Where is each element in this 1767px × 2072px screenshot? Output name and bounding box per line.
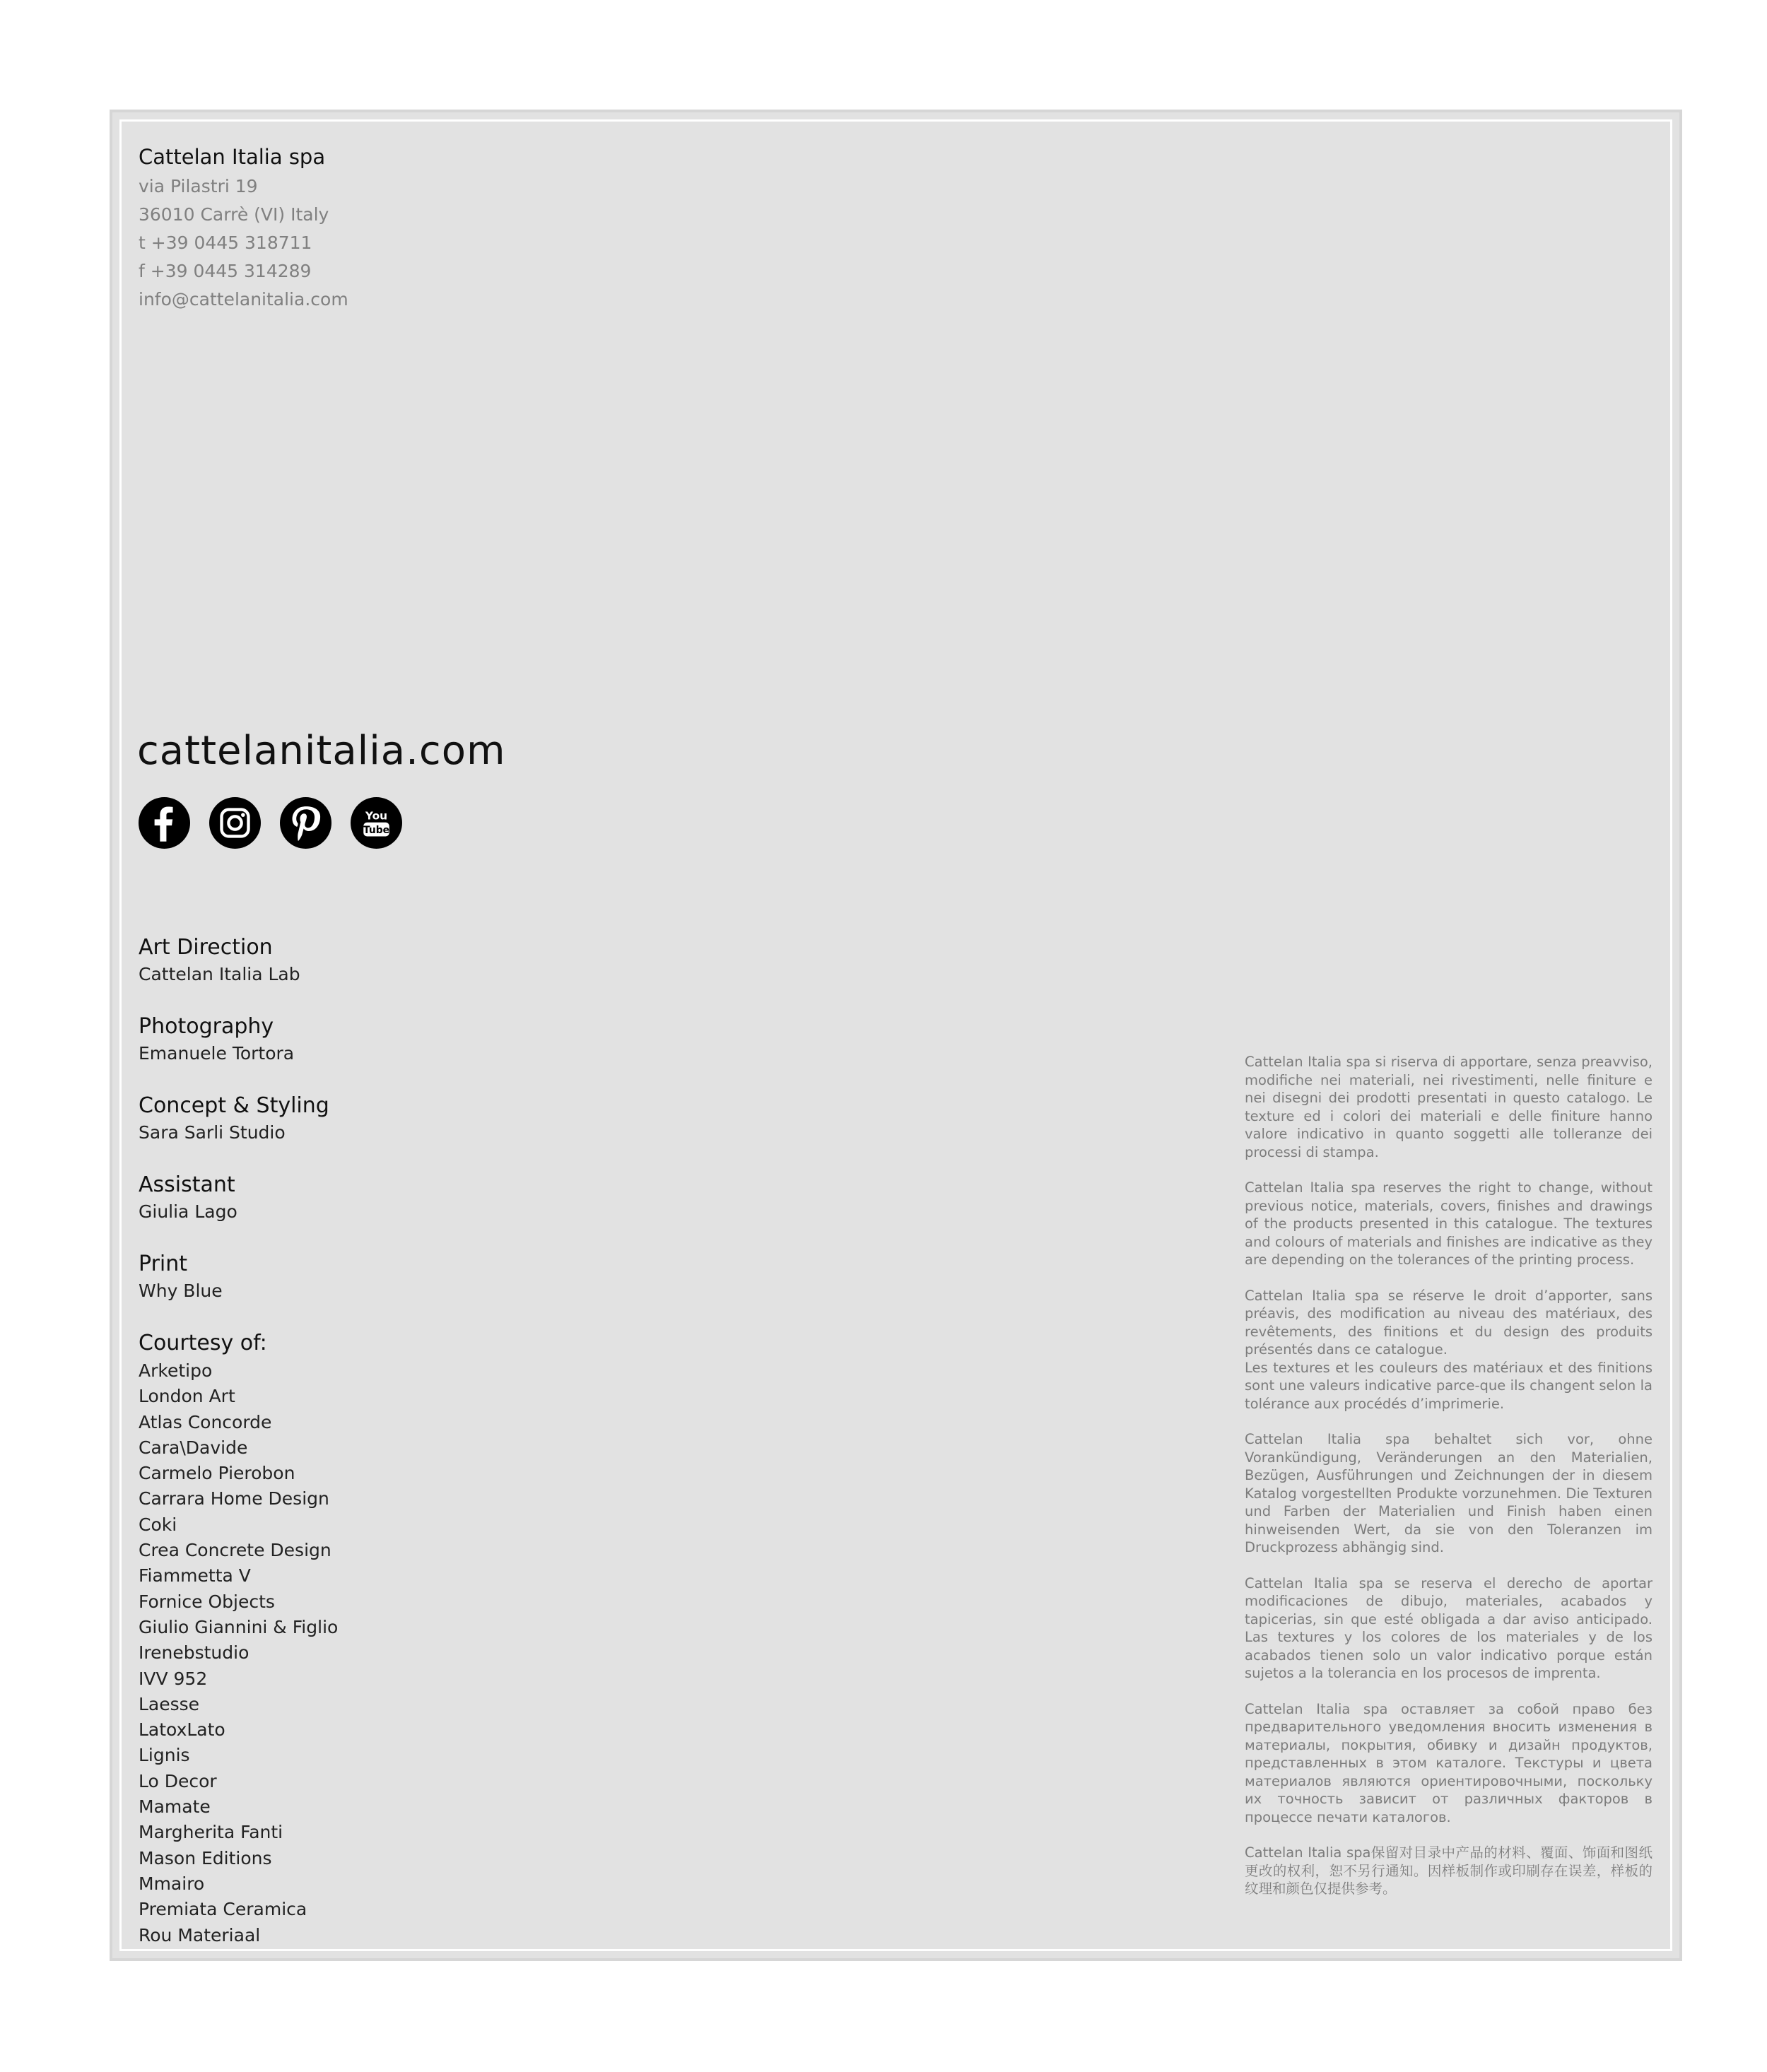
instagram-icon[interactable] [209, 797, 261, 849]
courtesy-item: Fornice Objects [139, 1591, 275, 1612]
courtesy-item: Atlas Concorde [139, 1411, 272, 1432]
credit-value: Emanuele Tortora [139, 1043, 295, 1064]
credit-heading: Assistant [139, 1172, 235, 1197]
social-links [139, 797, 402, 849]
courtesy-item: Carmelo Pierobon [139, 1463, 295, 1484]
credit-heading: Art Direction [139, 935, 273, 960]
courtesy-item: Lo Decor [139, 1770, 217, 1791]
courtesy-item: London Art [139, 1386, 235, 1407]
email-link[interactable]: info@cattelanitalia.com [139, 289, 348, 310]
courtesy-item: Margherita Fanti [139, 1822, 283, 1843]
credit-value: Giulia Lago [139, 1201, 237, 1222]
credit-value: Why Blue [139, 1281, 223, 1301]
courtesy-item: Giulio Giannini & Figlio [139, 1616, 339, 1637]
phone-number: t +39 0445 318711 [139, 232, 312, 253]
courtesy-heading: Courtesy of: [139, 1331, 267, 1355]
courtesy-item: Arketipo [139, 1360, 213, 1381]
disclaimer-paragraph: Cattelan Italia spa保留对目录中产品的材料、覆面、饰面和图纸更改的权利，恕不另行通知。因样板制作或印刷存在误差，样板的纹理和颜色仅提供参考。 [1245, 1844, 1652, 1897]
address-street: via Pilastri 19 [139, 176, 258, 196]
youtube-icon[interactable] [351, 797, 402, 849]
courtesy-item: Irenebstudio [139, 1642, 250, 1664]
credits-section [139, 934, 338, 1974]
disclaimer-paragraph: Cattelan Italia spa se réserve le droit d’apporter, sans préavis, des modification au niveau des matériaux, des revêtements, des finitions et du design des produits présentés dans ce catalogue. Les textures et les couleurs des matériaux et des finitions sont une valeurs indicative parce-que ils changent selon la tolérance aux procédés d’imprimerie. [1245, 1287, 1652, 1412]
disclaimer-paragraph: Cattelan Italia spa behaltet sich vor, ohne Vorankündigung, Veränderungen an den Materialien, Bezügen, Ausführungen und Zeichnungen der in diesem Katalog vorgestellten Produkte vorzunehmen. Die Texturen und Farben der Materialien und Finish haben einen hinweisenden Wert, da sie von den Toleranzen im Druckprozess abhängig sind. [1245, 1431, 1652, 1555]
courtesy-list [139, 1358, 338, 1948]
company-contact [139, 141, 348, 314]
disclaimer-paragraph: Cattelan Italia spa оставляет за собой право без предварительного уведомления вносить изменения в материалы, покрытия, обивку и дизайн продуктов, представленных в этом каталоге. Текстуры и цвета материалов являются ориентировочными, поскольку их точность зависит от различных факторов в процессе печати каталогов. [1245, 1700, 1652, 1825]
fax-number: f +39 0445 314289 [139, 261, 312, 281]
courtesy-item: Cara\Davide [139, 1437, 248, 1458]
courtesy-item: IVV 952 [139, 1668, 208, 1689]
address-city: 36010 Carrè (VI) Italy [139, 204, 329, 225]
credit-photography [139, 1013, 338, 1067]
disclaimer-section [1245, 1053, 1652, 1916]
courtesy-item: Coki [139, 1514, 177, 1535]
website-link[interactable]: cattelanitalia.com [137, 728, 506, 774]
courtesy-item: Carrara Home Design [139, 1488, 329, 1509]
courtesy-item: LatoxLato [139, 1719, 225, 1741]
credit-heading: Concept & Styling [139, 1093, 329, 1118]
credit-heading: Print [139, 1252, 188, 1276]
courtesy-item: Lignis [139, 1745, 190, 1766]
courtesy-item: Premiata Ceramica [139, 1899, 307, 1920]
courtesy-block [139, 1330, 338, 1948]
disclaimer-paragraph: Cattelan Italia spa reserves the right to change, without previous notice, materials, covers, finishes and drawings of the products presented in this catalogue. The textures and colours of materials and finishes are indicative as they are depending on the tolerances of the printing process. [1245, 1179, 1652, 1268]
courtesy-item: Crea Concrete Design [139, 1540, 331, 1561]
courtesy-item: Laesse [139, 1693, 200, 1714]
courtesy-item: Mamate [139, 1796, 211, 1818]
youtube-icon-top-text: You [365, 809, 388, 823]
disclaimer-paragraph: Cattelan Italia spa si riserva di apportare, senza preavviso, modifiche nei materiali, nei rivestimenti, nelle finiture e nei disegni dei prodotti presentati in questo catalogo. Le texture ed i colori dei materiali e delle finiture hanno valore indicativo in quanto soggetti alle tolleranze dei processi di stampa. [1245, 1054, 1652, 1160]
credit-heading: Photography [139, 1014, 274, 1039]
youtube-icon-bottom-text: Tube [363, 825, 390, 837]
credit-concept-styling [139, 1093, 338, 1146]
disclaimer-paragraph: Cattelan Italia spa se reserva el derecho de aportar modificaciones de dibujo, materiales, acabados y tapicerias, sin que esté obligada a dar aviso anticipado. Las textures y los colores de los materiales y de los acabados tienen solo un valor indicativo porque están sujetos a la tolerancia en los procesos de imprenta. [1245, 1574, 1652, 1681]
courtesy-item: Rou Materiaal [139, 1924, 261, 1946]
credit-assistant [139, 1172, 338, 1225]
credit-value: Sara Sarli Studio [139, 1122, 286, 1143]
courtesy-item: Fiammetta V [139, 1565, 251, 1587]
company-name: Cattelan Italia spa [139, 145, 326, 169]
courtesy-item: Mmairo [139, 1873, 205, 1894]
pinterest-icon[interactable] [280, 797, 331, 849]
courtesy-item: Mason Editions [139, 1847, 272, 1868]
credit-value: Cattelan Italia Lab [139, 964, 300, 984]
credit-print [139, 1251, 338, 1305]
credit-art-direction [139, 934, 338, 988]
facebook-icon[interactable] [139, 797, 190, 849]
